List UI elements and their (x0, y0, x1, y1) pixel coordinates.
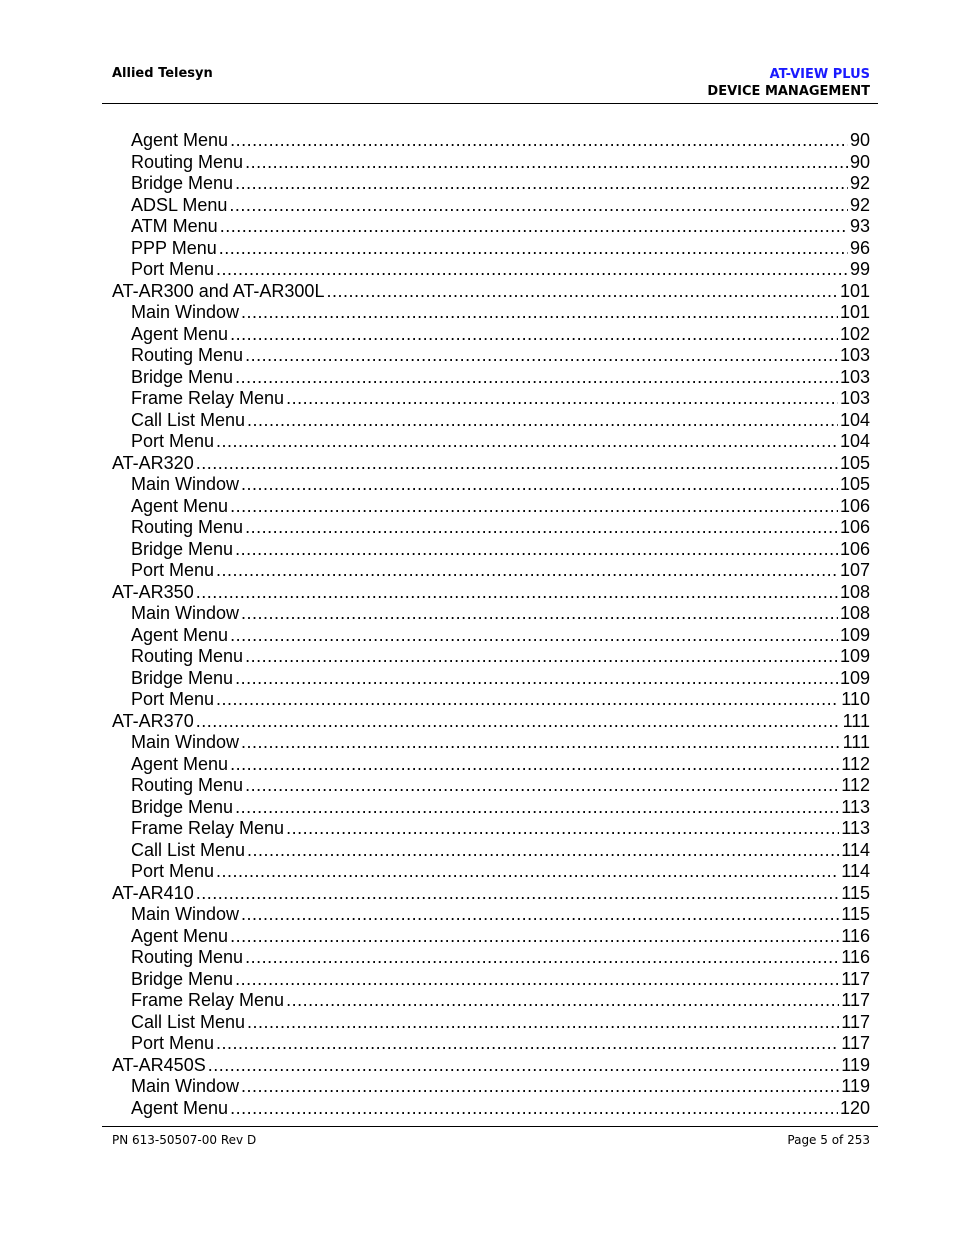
toc-entry-title: Frame Relay Menu (131, 818, 285, 838)
toc-entry-page: 101 (839, 302, 870, 322)
toc-entry-page: 120 (839, 1097, 870, 1118)
toc-entry-title: Port Menu (131, 259, 215, 279)
toc-dot-leader (216, 1033, 839, 1055)
toc-entry[interactable] (112, 388, 870, 410)
toc-dot-leader (196, 453, 838, 475)
toc-entry-page: 92 (849, 194, 870, 215)
toc-dot-leader (235, 539, 838, 561)
toc-dot-leader (230, 1098, 838, 1120)
toc-entry[interactable] (112, 496, 870, 518)
toc-entry-title: Bridge Menu (131, 796, 234, 817)
toc-dot-leader (326, 281, 837, 303)
toc-entry-title: PPP Menu (131, 237, 217, 258)
toc-entry[interactable] (112, 603, 870, 625)
toc-entry-page: 117 (841, 1033, 870, 1053)
toc-entry[interactable] (112, 1012, 870, 1034)
header-subtitle: DEVICE MANAGEMENT (707, 84, 870, 99)
toc-dot-leader (216, 431, 838, 453)
toc-entry[interactable] (112, 539, 870, 561)
toc-entry-title: Agent Menu (131, 1097, 229, 1118)
toc-entry[interactable] (112, 302, 870, 324)
toc-entry-title: AT-AR300 and AT-AR300L (112, 280, 325, 301)
toc-dot-leader (216, 560, 838, 582)
toc-entry-title: AT-AR370 (112, 710, 194, 731)
toc-entry[interactable] (112, 259, 870, 281)
toc-entry-page: 111 (842, 710, 870, 731)
toc-entry-page: 115 (841, 882, 870, 903)
toc-dot-leader (245, 646, 838, 668)
toc-entry-title: ATM Menu (131, 216, 218, 236)
toc-entry-page: 109 (839, 624, 870, 645)
toc-entry-title: Port Menu (131, 689, 215, 709)
toc-dot-leader (245, 517, 838, 539)
footer-rule (102, 1126, 878, 1127)
toc-entry[interactable] (112, 969, 870, 991)
toc-entry-page: 110 (841, 689, 870, 709)
toc-dot-leader (245, 947, 839, 969)
table-of-contents (112, 130, 870, 1119)
toc-entry[interactable] (112, 431, 870, 453)
toc-entry[interactable] (112, 173, 870, 195)
toc-entry-title: Main Window (131, 302, 240, 322)
toc-entry[interactable] (112, 367, 870, 389)
toc-entry-title: Bridge Menu (131, 366, 234, 387)
toc-entry-page: 92 (849, 173, 870, 193)
toc-entry-page: 104 (839, 431, 870, 451)
toc-entry-title: Main Window (131, 603, 240, 623)
toc-entry[interactable] (112, 345, 870, 367)
toc-entry-title: Agent Menu (131, 925, 229, 946)
toc-dot-leader (241, 904, 839, 926)
toc-entry-page: 111 (842, 732, 870, 752)
toc-dot-leader (247, 1012, 839, 1034)
toc-entry[interactable] (112, 775, 870, 797)
toc-entry[interactable] (112, 130, 870, 152)
toc-entry-title: Bridge Menu (131, 538, 234, 559)
toc-entry-title: AT-AR410 (112, 882, 194, 903)
toc-dot-leader (245, 775, 839, 797)
toc-entry-title: Agent Menu (131, 323, 229, 344)
toc-entry-title: Call List Menu (131, 1011, 246, 1032)
toc-entry-page: 108 (839, 581, 870, 602)
header-rule (102, 103, 878, 104)
toc-entry[interactable] (112, 711, 870, 733)
toc-entry[interactable] (112, 324, 870, 346)
toc-entry-title: Main Window (131, 732, 240, 752)
toc-entry[interactable] (112, 1076, 870, 1098)
toc-entry[interactable] (112, 926, 870, 948)
toc-entry[interactable] (112, 625, 870, 647)
toc-entry-title: Port Menu (131, 560, 215, 580)
toc-dot-leader (241, 603, 838, 625)
toc-dot-leader (241, 1076, 839, 1098)
toc-entry-title: Main Window (131, 474, 240, 494)
toc-entry-page: 105 (839, 474, 870, 494)
toc-dot-leader (216, 861, 839, 883)
toc-entry[interactable] (112, 818, 870, 840)
toc-entry[interactable] (112, 281, 870, 303)
toc-entry-page: 114 (841, 861, 870, 881)
toc-dot-leader (230, 926, 839, 948)
toc-dot-leader (230, 324, 838, 346)
toc-dot-leader (220, 216, 848, 238)
toc-entry-page: 117 (841, 990, 870, 1010)
toc-entry-page: 107 (839, 560, 870, 580)
toc-entry-page: 109 (839, 646, 870, 666)
toc-entry[interactable] (112, 560, 870, 582)
toc-entry-page: 106 (839, 538, 870, 559)
toc-dot-leader (196, 582, 838, 604)
toc-entry[interactable] (112, 453, 870, 475)
toc-entry-page: 113 (841, 818, 870, 838)
toc-entry-title: Frame Relay Menu (131, 388, 285, 408)
toc-dot-leader (241, 474, 838, 496)
toc-entry-page: 106 (839, 495, 870, 516)
toc-entry-title: AT-AR320 (112, 452, 194, 473)
toc-dot-leader (286, 990, 839, 1012)
toc-dot-leader (196, 883, 840, 905)
toc-entry-page: 112 (841, 775, 870, 795)
toc-entry[interactable] (112, 990, 870, 1012)
toc-entry[interactable] (112, 904, 870, 926)
toc-entry[interactable] (112, 582, 870, 604)
toc-entry-page: 116 (841, 925, 870, 946)
toc-entry-title: Call List Menu (131, 409, 246, 430)
toc-entry[interactable] (112, 797, 870, 819)
toc-entry-page: 115 (841, 904, 870, 924)
toc-entry-page: 112 (841, 753, 870, 774)
header-company: Allied Telesyn (112, 66, 213, 81)
toc-dot-leader (235, 173, 848, 195)
toc-dot-leader (235, 367, 838, 389)
toc-entry-title: Port Menu (131, 1033, 215, 1053)
header-product-block (707, 66, 870, 100)
toc-entry-title: Routing Menu (131, 775, 244, 795)
toc-entry[interactable] (112, 195, 870, 217)
toc-dot-leader (247, 840, 839, 862)
toc-entry-title: Frame Relay Menu (131, 990, 285, 1010)
header-product: AT-VIEW PLUS (769, 67, 870, 82)
toc-entry-title: Routing Menu (131, 947, 244, 967)
toc-entry-page: 113 (841, 796, 870, 817)
toc-entry-page: 101 (839, 280, 870, 301)
toc-entry-page: 108 (839, 603, 870, 623)
toc-entry-page: 119 (841, 1076, 870, 1096)
toc-entry-title: AT-AR350 (112, 581, 194, 602)
toc-entry[interactable] (112, 1098, 870, 1120)
toc-dot-leader (229, 195, 848, 217)
toc-entry[interactable] (112, 883, 870, 905)
toc-entry-page: 116 (841, 947, 870, 967)
toc-entry[interactable] (112, 947, 870, 969)
toc-entry-title: Main Window (131, 1076, 240, 1096)
toc-entry[interactable] (112, 861, 870, 883)
toc-entry[interactable] (112, 216, 870, 238)
toc-dot-leader (286, 388, 838, 410)
toc-dot-leader (216, 259, 848, 281)
toc-entry-title: Agent Menu (131, 495, 229, 516)
toc-entry-page: 103 (839, 366, 870, 387)
toc-dot-leader (235, 668, 838, 690)
toc-entry[interactable] (112, 152, 870, 174)
toc-dot-leader (241, 302, 838, 324)
toc-entry[interactable] (112, 1055, 870, 1077)
toc-entry[interactable] (112, 238, 870, 260)
toc-entry-title: Agent Menu (131, 753, 229, 774)
toc-entry-title: Routing Menu (131, 345, 244, 365)
toc-dot-leader (219, 238, 848, 260)
toc-dot-leader (235, 969, 839, 991)
toc-entry-page: 105 (839, 452, 870, 473)
toc-entry[interactable] (112, 1033, 870, 1055)
toc-dot-leader (230, 496, 838, 518)
toc-dot-leader (286, 818, 839, 840)
toc-entry-title: Port Menu (131, 861, 215, 881)
toc-entry[interactable] (112, 668, 870, 690)
toc-entry-title: Main Window (131, 904, 240, 924)
toc-dot-leader (230, 754, 839, 776)
toc-entry-title: ADSL Menu (131, 194, 228, 215)
toc-entry-title: Call List Menu (131, 839, 246, 860)
toc-dot-leader (230, 625, 838, 647)
toc-dot-leader (241, 732, 841, 754)
toc-entry-page: 90 (849, 130, 870, 150)
footer-page-label: Page 5 of 253 (787, 1133, 870, 1147)
toc-entry-page: 114 (841, 839, 870, 860)
toc-entry-page: 99 (849, 259, 870, 279)
toc-entry-page: 93 (849, 216, 870, 236)
toc-dot-leader (247, 410, 838, 432)
toc-dot-leader (235, 797, 839, 819)
toc-entry-page: 103 (839, 388, 870, 408)
toc-dot-leader (216, 689, 839, 711)
toc-entry[interactable] (112, 754, 870, 776)
toc-entry-title: Routing Menu (131, 151, 244, 172)
toc-entry[interactable] (112, 474, 870, 496)
toc-entry-page: 119 (841, 1054, 870, 1075)
toc-entry-title: Routing Menu (131, 517, 244, 537)
toc-dot-leader (208, 1055, 840, 1077)
toc-entry-page: 104 (839, 409, 870, 430)
toc-dot-leader (230, 130, 848, 152)
toc-entry-title: Agent Menu (131, 130, 229, 150)
toc-entry-title: Bridge Menu (131, 968, 234, 989)
toc-dot-leader (245, 345, 838, 367)
toc-entry-title: Bridge Menu (131, 667, 234, 688)
toc-entry-title: Bridge Menu (131, 173, 234, 193)
toc-entry-title: AT-AR450S (112, 1054, 206, 1075)
toc-entry-page: 109 (839, 667, 870, 688)
toc-entry[interactable] (112, 410, 870, 432)
toc-entry[interactable] (112, 689, 870, 711)
toc-entry-title: Agent Menu (131, 624, 229, 645)
toc-entry-page: 117 (841, 968, 870, 989)
toc-dot-leader (245, 152, 848, 174)
toc-entry[interactable] (112, 732, 870, 754)
toc-entry-page: 103 (839, 345, 870, 365)
toc-entry-title: Routing Menu (131, 646, 244, 666)
toc-entry-page: 106 (839, 517, 870, 537)
footer-part-number: PN 613-50507-00 Rev D (112, 1133, 257, 1147)
toc-entry-page: 102 (839, 323, 870, 344)
toc-entry[interactable] (112, 840, 870, 862)
toc-entry[interactable] (112, 517, 870, 539)
toc-dot-leader (196, 711, 841, 733)
toc-entry[interactable] (112, 646, 870, 668)
toc-entry-page: 90 (849, 151, 870, 172)
toc-entry-page: 96 (849, 237, 870, 258)
toc-entry-page: 117 (841, 1011, 870, 1032)
toc-entry-title: Port Menu (131, 431, 215, 451)
